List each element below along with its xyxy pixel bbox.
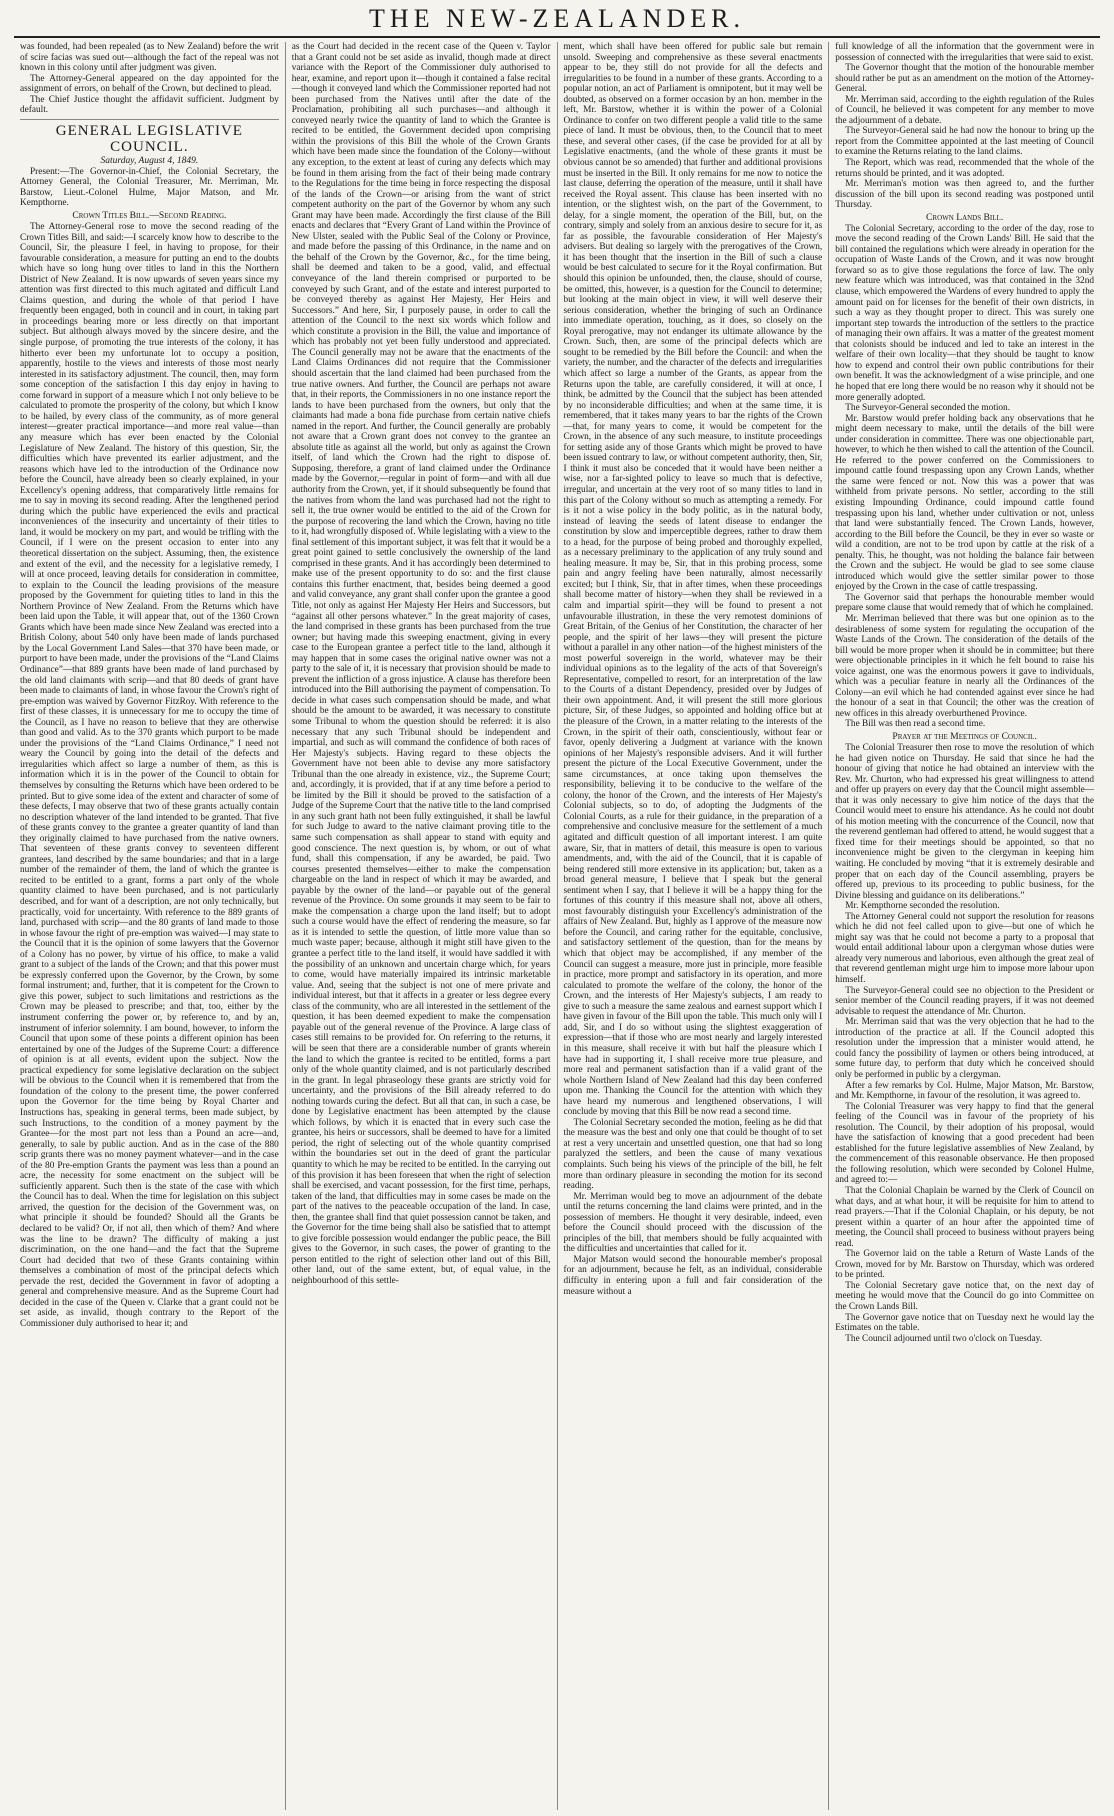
paragraph: The Governor gave notice that on Tuesday next he would lay the Estimates on the table. <box>835 1312 1094 1334</box>
paragraph: The Colonial Treasurer then rose to move the resolution of which he had given notice on Thursday. He said that since he had the honour of giving that notice he had obtained an interview with the Rev. Mr. Churton, who had expressed his great willingness to attend and offer up prayers on every day that the Council might assemble—that it was only necessary to give him notice of the days that the Council would meet to ensure his attendance. As he could not doubt of his motion meeting with the concurrence of the Council, now that the reverend gentleman had offered to attend, he would suggest that a fixed time for their meetings should be appointed, so that no inconvenience might be given to the clergyman in keeping him waiting. He concluded by moving “that it is extremely desirable and proper that on each day of the Council assembling, prayers be offered up, previous to its proceeding to public business, for the Divine blessing and guidance on its deliberations.” <box>835 743 1094 901</box>
paragraph: The Colonial Treasurer was very happy to find that the general feeling of the Council was in favour of the propriety of his resolution. The Council, by their adoption of his proposal, would have the satisfaction of knowing that a good precedent had been established for the future legislative assemblies of New Zealand, by the commencement of this reasonable observance. He then proposed the following resolution, which were seconded by Colonel Hulme, and agreed to:— <box>835 1101 1094 1186</box>
section-heading: GENERAL LEGISLATIVE COUNCIL. <box>20 119 279 155</box>
subheading: Crown Titles Bill.—Second Reading. <box>72 210 227 222</box>
paragraph: The Attorney General could not support the resolution for reasons which he did not feel called upon to give—but one of which he might say was that he could not become a party to a proposal that would entail additional labour upon a clergyman whose duties were already very numerous and laborious, even although the great zeal of that reverend gentleman might urge him to impose more labour upon himself. <box>835 911 1094 986</box>
paragraph: Mr. Merriman said, according to the eighth regulation of the Rules of Council, he believed it was competent for any member to move the adjournment of a debate. <box>835 94 1094 126</box>
paragraph: The Surveyor-General seconded the motion. <box>845 403 1011 414</box>
paragraph: Mr. Merriman would beg to move an adjournment of the debate until the returns concerning the land claims were printed, and in the possession of members. He thought it very desirable, indeed, even before the Council should proceed with the discussion of the principles of the bill, that members should be fully acquainted with the difficulties and uncertainties that called for it. <box>563 1191 823 1255</box>
masthead: THE NEW-ZEALANDER. <box>14 4 1100 38</box>
paragraph: Mr. Merriman's motion was then agreed to, and the further discussion of the bill upon its second reading was postponed until Thursday. <box>835 179 1094 211</box>
column-2 <box>286 42 558 1810</box>
columns <box>14 42 1100 1810</box>
paragraph: The Colonial Secretary, according to the order of the day, rose to move the second reading of the Crown Lands' Bill. He said that the bill contained the regulations which were already in operation for the occupation of Waste Lands of the Crown, and it was now brought forward so as to give those regulations the force of law. The only new feature which was introduced, was that contained in the 32nd clause, which empowered the Wardens of every hundred to apply the amount paid on for licenses for the benefit of their own districts, in such a way as they thought proper to direct. This was surely one important step towards the introduction of the settlers to the practice of managing their own affairs. It was a matter of the greatest moment that colonists should be induced and led to take an interest in the welfare of their own locality—that they should be taught to know how to expend and control their own public contributions for their own benefit. It was the acknowledgment of a wise principle, and one he hoped that ere long there would be no reason why it should not be more generally adopted. <box>835 223 1094 403</box>
paragraph: The Surveyor-General said he had now the honour to bring up the report from the Committee appointed at the last meeting of Council to examine the Returns relating to the land claims. <box>835 126 1094 158</box>
paragraph: Mr. Merriman said that was the very objection that he had to the introduction of the practice at all. If the Council adopted this resolution under the impression that a minister would attend, he could fancy the possibility of laymen or others being introduced, at some future day, to perform that duty which he conceived should only be performed in public by a clergyman. <box>835 1017 1094 1080</box>
paragraph: The Surveyor-General could see no objection to the President or senior member of the Council reading prayers, if it was not deemed advisable to request the attendance of Mr. Churton. <box>835 985 1094 1017</box>
attendance-paragraph: Present:—The Governor-in-Chief, the Colonial Secretary, the Attorney General, the Colonial Treasurer, Mr. Merriman, Mr. Barstow, Lieut.-Colonel Hulme, Major Matson, and Mr. Kempthorne. <box>20 166 279 209</box>
subheading: Crown Lands Bill. <box>926 211 1004 223</box>
column-1 <box>14 42 286 1810</box>
paragraph: The Chief Justice thought the affidavit sufficient. Judgment by default. <box>20 94 279 116</box>
paragraph: Mr. Barstow would prefer holding back any observations that he might deem necessary to make, until the details of the bill were under consideration in committee. There was one objectionable part, however, to which he then wished to call the attention of the Council. He referred to the power conferred on the Commissioners to impound cattle found trespassing upon any Crown Lands, whether the same were fenced or not. Now this was a power that was withheld from private persons. No settler, according to the still existing Impounding Ordinance, could impound cattle found trespassing upon his land, whether under cultivation or not, unless that land were substantially fenced. The Crown Lands, however, according to the Bill before the Council, be they in ever so waste or wild a condition, are not to be trod upon by cattle at the risk of a penalty. This, he thought, was not holding the balance fair between the Crown and the subject. He would be glad to see some clause introduced which would give the settler similar power to those enjoyed by the Crown in the case of cattle trespassing. <box>835 413 1094 593</box>
paragraph: The Council adjourned until two o'clock on Tuesday. <box>845 1333 1043 1344</box>
paragraph: Major Matson would second the honourable member's proposal for an adjournment, because he felt, as an individual, considerable difficulty in entering upon a full and fair consideration of the measure without a <box>563 1254 823 1297</box>
paragraph: Mr. Merriman believed that there was but one opinion as to the desirableness of some system for regulating the occupation of the Waste Lands of the Crown. The consideration of the details of the bill would be more proper when it should be in committee; but there were objectionable principles in it which he felt bound to raise his voice against, one was the enormous powers it gave to individuals, which was a peculiar feature in nearly all the Ordinances of the Colony—an evil which he had contended against ever since he had the honour of a seat in that Council; the other was the creation of new offices in this already overburthened Province. <box>835 613 1094 719</box>
subheading: Prayer at the Meetings of Council. <box>892 731 1037 742</box>
paragraph: as the Court had decided in the recent case of the Queen v. Taylor that a Grant could not be set aside as invalid, though made at direct variance with the Report of the Commissioner duly authorised to hear, examine, and report upon it—though it contained a false recital—though it conveyed land which the Commissioner reported had not been purchased from the Natives until after the date of the Proclamation, prohibiting all such purchases—and although it conveyed nearly twice the quantity of land to which the Grantee is recited to be entitled, the Government decided upon comprising within the provisions of this Bill the whole of the Crown Grants which have been made since the foundation of the Colony—without any exception, to the extent at least of curing any defects which may be found in them arising from the fact of their being made contrary to the Regulations for the time being in force respecting the disposal of the lands of the Crown—or arising from the want of strict competent authority on the part of the Governor by whom any such Grant may have been made. Accordingly the first clause of the Bill enacts and declares that “Every Grant of Land within the Province of New Ulster, sealed with the Public Seal of the Colony or Province, and made before the passing of this Ordinance, in the name and on the behalf of the Crown by the Governor, &c., for the time being, shall be deemed and taken to be a good, valid, and effectual conveyance of the land therein comprised or purported to be conveyed by such Grant, and of the estate and interest purported to be conveyed thereby as against Her Majesty, Her Heirs and Successors.” And here, Sir, I purposely pause, in order to call the attention of the Council to the next six words which follow and which constitute a provision in the Bill, the value and importance of which has probably not yet been fully understood and appreciated. The Council generally may not be aware that the enactments of the Land Claims Ordinances did not require that the Commissioner should ascertain that the land claimed had been purchased from the true native owners. And further, the Council are perhaps not aware that, in their reports, the Commissioners in no one instance report the lands to have been purchased from the owners, but only that the claimants had made a bona fide purchase from certain native chiefs named in the report. And further, the Council generally are probably not aware that a Crown grant does not convey to the grantee an absolute title as against all the world, but only as against the Crown itself, of land which the Crown had the right to dispose of. Supposing, therefore, a grant of land claimed under the Ordinance made by the Governor,—regular in point of form—and with all due authority from the Crown, yet, if it should subsequently be found that the natives from whom the land was purchased had not the right to sell it, the true owner would be entitled to the aid of the Crown for the purpose of recovering the land which the Crown, having no title to it, had wrongfully disposed of. While legislating with a view to the final settlement of this important subject, it was felt that it would be a great point gained to settle conclusively the ownership of the land comprised in these grants. And it has accordingly been determined to make use of the present opportunity to do so: and the first clause contains this further enactment, that, besides being deemed a good and valid conveyance, any grant shall confer upon the grantee a good Title, not only as against Her Majesty Her Heirs and Successors, but “against all other persons whatever.” In the great majority of cases, the land comprised in these grants has been purchased from the true owner; but having made this sweeping enactment, giving in every case to the European grantee a perfect title to the land, although it may happen that in some cases the original native owner was not a party to the sale of it, it is necessary that provision should be made to prevent the infliction of a gross injustice. A clause has therefore been introduced into the Bill authorising the payment of compensation. To decide in what cases such compensation should be made, and what should be the amount to be awarded, it was necessary to constitute some Tribunal to whom the question should be referred: it is also necessary that any such Tribunal should be independent and impartial, and such as will command the confidence of both races of Her Majesty's subjects. Having regard to these objects the Government have not been able to devise any more satisfactory Tribunal than the one already in existence, viz., the Supreme Court; and, accordingly, it is provided, that if at any time before a period to be limited by the Bill it should be proved to the satisfaction of a Judge of the Supreme Court that the native title to the land comprised in any such grant hath not been fully extinguished, it shall be lawful for such Judge to award to the native claimant proving title to the same such compensation as shall appear to stand with equity and good conscience. The next question is, by whom, or out of what fund, shall this compensation, if any be awarded, be paid. Two courses presented themselves—either to make the compensation chargeable on the land in respect of which it may be awarded, and payable by the owner of the land—or payable out of the general revenue of the Province. On some grounds it may seem to be fair to make the compensation a charge upon the land itself; but to adopt such a course would have the effect of rendering the measure, so far as it is intended to settle the question, of little more value than so much waste paper; because, although it might still have given to the grantee a perfect title to the land itself, it would have saddled it with the possibility of an unknown and uncertain charge which, for years to come, would have materially impaired its intrinsic marketable value. And, seeing that the subject is not one of mere private and individual interest, but that it affects in a greater or less degree every class of the community, who are all interested in the settlement of the question, it has been deemed expedient to make the compensation payable out of the general revenue of the Province. A large class of cases still remains to be provided for. On referring to the returns, it will be seen that there are a considerable number of grants wherein the land to which the grantee is recited to be entitled, forms a part only of the whole quantity claimed, and is not particularly described in the grant. In legal phraseology these grants are strictly void for uncertainty, and the provisions of the Bill already referred to do nothing towards curing the defect. But all that can, in such a case, be done by Legislative enactment has been attempted by the clause which follows, by which it is enacted that in every such case the grantee, his heirs or successors, shall be deemed to have for a limited period, the right of selecting out of the whole quantity comprised within the boundaries set out in the deed of grant the particular quantity to which he may be recited to be entitled. In the carrying out of this provision it has been foreseen that when the right of selection shall be exercised, and vacant possession, for the first time, perhaps, taken of the land, that difficulties may in some cases be made on the part of the natives to the peaceable occupation of the land. In case, then, the grantee shall find that quiet possession cannot be taken, and the Governor for the time being shall also be satisfied that to attempt to give forcible possession would endanger the public peace, the Bill gives to the Governor, in such cases, the power of granting to the person entitled to the right of selection other land out of this Bill, other land, out of the same extent, but, of equal value, in the neighbourhood of this settle- <box>291 42 551 1286</box>
paragraph: That the Colonial Chaplain be warned by the Clerk of Council on what days, and at what hour, it will be requisite for him to attend to read prayers.—That if the Colonial Chaplain, or his deputy, be not present within a quarter of an hour after the appointed time of meeting, the Council shall proceed to business without prayers being read. <box>835 1185 1094 1249</box>
paragraph: The Bill was then read a second time. <box>845 719 986 730</box>
paragraph: The Colonial Secretary seconded the motion, feeling as he did that the measure was the best and only one that could be thought of to set at rest a very uncertain and unsettled question, one that had so long paralyzed the settlers, and been the cause of many vexatious complaints. Such being his views of the principle of the bill, he felt more than ordinary pleasure in seconding the motion for its second reading. <box>563 1117 823 1192</box>
paragraph: The Governor thought that the motion of the honourable member should rather be put as an amendment on the motion of the Attorney-General. <box>835 63 1094 95</box>
paragraph: was founded, had been repealed (as to New Zealand) before the writ of scire facias was sued out—although the fact of the repeal was not known in this colony until after judgment was given. <box>20 42 279 74</box>
dateline: Saturday, August 4, 1849. <box>100 155 199 166</box>
paragraph: The Governor said that perhaps the honourable member would prepare some clause that would remedy that of which he complained. <box>835 592 1094 614</box>
paragraph: After a few remarks by Col. Hulme, Major Matson, Mr. Barstow, and Mr. Kempthorne, in favour of the resolution, it was agreed to. <box>835 1080 1094 1102</box>
paragraph: Mr. Kempthorne seconded the resolution. <box>845 901 1000 912</box>
column-4 <box>829 42 1100 1810</box>
column-3 <box>558 42 830 1810</box>
paragraph: full knowledge of all the information that the government were in possession of connected with the irregularities that were said to exist. <box>835 42 1094 63</box>
paragraph: The Attorney-General appeared on the day appointed for the assignment of errors, on behalf of the Crown, but declined to plead. <box>20 73 279 95</box>
paragraph: ment, which shall have been offered for public sale but remain unsold. Sweeping and comprehensive as these several enactments appear to be, they still do not provide for all the defects and irregularities to be found in a number of these grants. According to a popular notion, an act of Parliament is omnipotent, but it may well be doubted, as observed on a former occasion by an hon. member in the left, Mr. Barstow, whether it is within the power of a Colonial Ordinance to confer on two different people a valid title to the same piece of land. It must be obvious, then, to the Council that to meet these, and several other cases, (if the case be provided for at all by Legislative enactments, (and the whole of these grants it must be obvious cannot be so amended) that further and additional provisions must be inserted in the Bill. It only remains for me now to notice the last clause, deferring the operation of the measure, until it shall have received the Royal assent. This clause has been inserted with no intention, or the slightest wish, on the part of the Government, to delay, for a single moment, the operation of the Bill, but, on the contrary, simply and solely from an anxious desire to secure for it, as far as possible, the favourable consideration of Her Majesty's advisers. But dealing so largely with the prerogatives of the Crown, it has been thought that the insertion in the Bill of such a clause would be best calculated to secure for it the Royal confirmation. But should this opinion be unfounded, then, the clause, should of course, be omitted, this, however, is a question for the Council to determine; but looking at the main object in view, it will well deserve their serious consideration, whether the bringing of such an Ordinance into immediate operation, touching, as it does, so closely on the Royal prerogative, may not endanger its ultimate allowance by the Crown. Such, then, are some of the principal defects which are sought to be remedied by the Bill before the Council: and when the variety, the number, and the character of the defects and irregularities which affect so large a number of the Grants, as appear from the Returns upon the table, are carefully considered, it will at once, I think, be admitted by the Council that the subject has been attended by no inconsiderable difficulties; and when at the same time, it is remembered, that it takes many years to bar the rights of the Crown—that, for many years to come, it would be competent for the Crown, in the absence of any such measure, to institute proceedings for setting aside any of those Grants which might be proved to have been issued contrary to law, or without competent authority, then, Sir, I think it must also be conceded that it would have been neither a wise, nor a far-sighted policy to leave so much that is defective, irregular, and uncertain at the very root of so many titles to land in this part of the Colony without so much as attempting a remedy. For is it not a wise policy in the body politic, as in the natural body, instead of leaving the seeds of latent disease to endanger the constitution by slow and imperceptible degrees, rather to draw them to a head, for the purpose of being probed and thoroughly expelled, as a necessary preliminary to the application of any truly sound and healing measure. It may be, Sir, that in this probing process, some pain and angry feeling have been naturally, almost necessarily excited; but I think, Sir, that in after times, when these proceedings shall become matter of history—when they shall be reviewed in a calm and impartial spirit—they will be found to present a not unfavourable illustration, in these the very remotest dominions of Great Britain, of the Genius of her Constitution, the character of her people, and the spirit of her laws—they will present the picture without a parallel in any other nation—of the highest ministers of the most powerful sovereign in the world, whatever may be their individual opinions as to the legality of the acts of that Sovereign's Representative, compelled to resort, for an interpretation of the law to the Courts of a distant Dependency, presided over by Judges of their own appointment. And, it will present the still more glorious picture, Sir, of these Judges, so appointed and holding office but at the pleasure of the Crown, in a matter relating to the interests of the Crown, in the spirit of their oath, conscientiously, without fear or favor, openly delivering a Judgment at variance with the known opinions of her Majesty's responsible advisers. And it will further present the picture of the Local Executive Government, under the same circumstances, at once taking upon themselves the responsibility, believing it to be conducive to the welfare of the colony, the honor of the Crown, and the interests of Her Majesty's Colonial subjects, so to do, of adopting the Judgments of the Colonial Courts, as a rule for their guidance, in the preparation of a comprehensive and conclusive measure for the settlement of a much agitated and difficult question of all important interest. I am quite aware, Sir, that in matters of detail, this measure is open to various amendments, and, with the aid of the Council, that it is capable of being rendered still more extensive in its application; but, taken as a broad general measure, I believe that I speak but the general sentiment when I say, that I believe it will be a happy thing for the fortunes of this country if this measure shall not, above all others, most favourably distinguish your Excellency's administration of the affairs of New Zealand. But, highly as I approve of the measure now before the Council, and caring rather for the equitable, conclusive, and satisfactory settlement of the question, than for the means by which that object may be accomplished, if any member of the Council can suggest a measure, more just in principle, more feasible in practice, more prompt and satisfactory in its operation, and more calculated to promote the welfare of the colony, the honor of the Crown, and the interests of Her Majesty's subjects, I am ready to give to such a measure the same zealous and earnest support which I have given in favour of the Bill upon the table. This much only will I add, Sir, and I do so without using the slightest exaggeration of expression—that if those who are most nearly and largely interested in this measure, shall receive it with but half the pleasure which I have had in supporting it, I shall receive more true pleasure, and more real and permanent satisfaction than if a valid grant of the whole Northern Island of New Zealand had this day been conferred upon me. Thanking the Council for the attention with which they have heard my numerous and lengthened observations, I will conclude by moving that this Bill be now read a second time. <box>563 42 823 1118</box>
paragraph: The Report, which was read, recommended that the whole of the returns should be printed, and it was adopted. <box>835 158 1094 179</box>
paragraph: The Governor laid on the table a Return of Waste Lands of the Crown, moved for by Mr. Barstow on Thursday, which was ordered to be printed. <box>835 1249 1094 1281</box>
paragraph: The Attorney-General rose to move the second reading of the Crown Titles Bill, and said:—I scarcely know how to describe to the Council, Sir, the pleasure I feel, in having to propose, for their favourable consideration, a measure for putting an end to the doubts which have so long hung over titles to land in this the Northern District of New Zealand. It is now upwards of seven years since my attention was first directed to this much agitated and difficult Land Claims question, and during the whole of that period I have frequently been engaged, both in council and in court, in taking part in proceedings bearing more or less directly on that important subject. But although always moved by the sincere desire, and the single purpose, of promoting the true interests of the colony, it has hitherto ever been my unfortunate lot to occupy a position, apparently, hostile to the views and interests of those most nearly interested in its satisfactory adjustment. The council, then, may form some conception of the satisfaction I this day enjoy in having to come forward in support of a measure which I not only believe to be calculated to promote the prosperity of the colony, but which I know to be hailed, by every class of the community, as of more general interest—greater practical importance—and more real value—than any measure which has ever been enacted by the Colonial Legislature of New Zealand. The history of this question, Sir, the difficulties which have prevented its earlier adjustment, and the reasons which have led to the introduction of the Ordinance now before the Council, have already been so clearly explained, in your Excellency's opening address, that comparatively little remains for me to say in moving its second reading. After the lengthened period during which the public have experienced the evils and practical inconveniences of the insecurity and uncertainty of their titles to land, it would be mockery on my part, and would be trifling with the Council, if I were on the present occasion to enter into any theoretical dissertation on the subject. Assuming, then, the existence and extent of the evil, and the necessity for a legislative remedy, I will at once proceed, leaving details for consideration in committee, to explain to the Council the leading provisions of the measure proposed by the Government for quieting titles to land in this the Northern Province of New Zealand. From the Returns which have been laid upon the Table, it will appear that, out of the 1360 Crown Grants which have been made since New Zealand was erected into a British Colony, about 540 only have been made of lands purchased by the Local Government Land Sales—that 370 have been made, or purport to have been made, under the provisions of the “Land Claims Ordinance”—that 889 grants have been made of land purchased by the old land claimants with scrip—and that 80 deeds of grant have been made to claimants of land, in whose favour the Crown's right of pre-emption was waived by Governor FitzRoy. With reference to the first of these classes, it is unnecessary for me to occupy the time of the Council, as I have no reason to believe that they are otherwise than good and valid. As to the 370 grants which purport to be made under the provisions of the “Land Claims Ordinance,” I need not weary the Council by going into the detail of the defects and irregularities which affect so large a number of them, as this is information which it is in the power of the Council to obtain for themselves by consulting the Returns which have been ordered to be printed. But to give some idea of the extent and character of some of these defects, I may observe that two of these grants actually contain no description whatever of the land intended to be granted. That five of these grants convey to the grantee a greater quantity of land than they originally claimed to have purchased from the native owners. That seventeen of these grants convey to seventeen different grantees, land described by the same boundaries; and that in a large number of the remainder of them, the land of which the grantee is recited to be entitled to a grant, forms a part only of the whole quantity claimed to have been purchased, and is not particularly described, and for want of a description, are not only technically, but practically, void for uncertainty. With reference to the 889 grants of land, purchased with scrip—and the 80 grants of land made to those in whose favour the right of pre-emption was waived—I may state to the Council that it is the opinion of some lawyers that the Governor of a Colony has no power, by virtue of his office, to make a valid grant to a subject of the lands of the Crown; and that this power must be expressly conferred upon the Governor, by the Crown, by some formal instrument; and, further, that it is competent for the Crown to give this power, subject to such limitations and restrictions as the Crown may be pleased to prescribe; and that, too, either by the instrument conferring the power or, by reference to, and by an, instrument of inferior solemnity. I am bound, however, to inform the Council that upon some of these points a different opinion has been entertained by one of the Judges of the Supreme Court: a difference of opinion is at all events, evident upon the subject. Now the practical expediency for some legislative declaration on the subject will be obvious to the Council when it is remembered that from the foundation of the colony to the present time, the power conferred upon the Governor for the time being by Royal Charter and Instructions has, speaking in general terms, been made subject, by such Instructions, to the condition of a money payment by the Grantee—for the most part not less than a Pound an acre—and, generally, to sale by public auction. And as in the case of the 880 scrip grants there was no money payment whatever—and in the case of the 80 Pre-emption Grants the payment was less than a pound an acre, the necessity for some enactment on the subject will be sufficiently apparent. Such then is the state of the case with which the Council has to deal. When the time for legislation on this subject arrived, the question for the decision of the Government was, on what principle it should be founded? Should all the Grants be declared to be valid? Or, if not all, then which of them? And where was the line to be drawn? The difficulty of making a just discrimination, on the one hand—and the fact that the Supreme Court had decided that two of these Grants containing within themselves a combination of most of the principal defects which pervade the rest, decided the Government in favor of adopting a general and comprehensive measure. And as the Supreme Court had decided in the case of the Queen v. Clarke that a grant could not be set aside, as invalid, though contrary to the Report of the Commissioner duly authorised to hear it; and <box>20 222 279 1329</box>
paragraph: The Colonial Secretary gave notice that, on the next day of meeting he would move that the Council do go into Committee on the Crown Lands Bill. <box>835 1280 1094 1312</box>
